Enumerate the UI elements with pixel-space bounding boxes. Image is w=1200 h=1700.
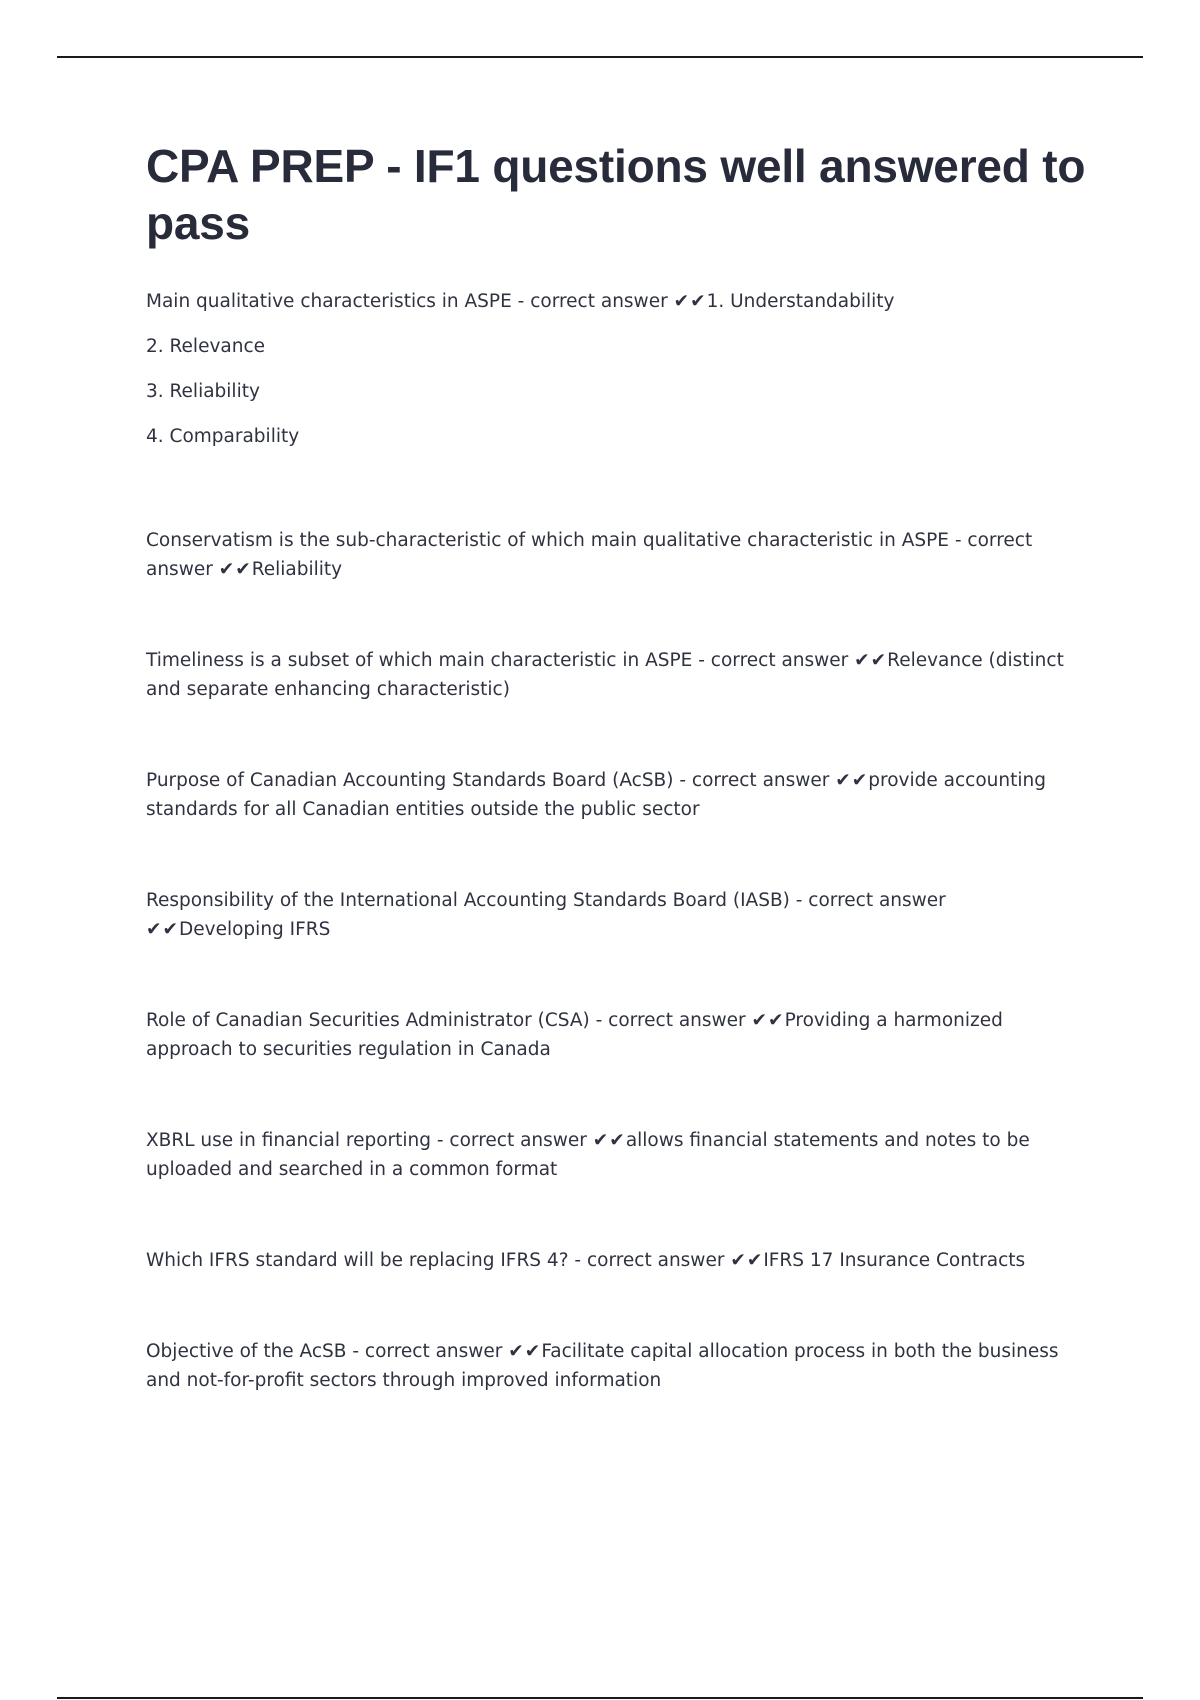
answer-separator: - correct answer (511, 291, 674, 312)
question-text: Objective of the AcSB (146, 1341, 347, 1362)
double-check-icon: ✔✔ (592, 1130, 626, 1151)
double-check-icon: ✔✔ (730, 1250, 764, 1271)
answer-text: Reliability (251, 559, 343, 580)
bottom-divider (57, 1697, 1143, 1699)
question-text: Which IFRS standard will be replacing IFRS 4? (146, 1250, 569, 1271)
question-text: Main qualitative characteristics in ASPE (146, 291, 512, 312)
question-text: XBRL use in financial reporting (146, 1130, 431, 1151)
answer-list-item: 3. Reliability (146, 381, 260, 402)
question-text: Conservatism is the sub-characteristic of which main qualitative characteristic in ASPE (146, 530, 949, 551)
qa-item (146, 1337, 1086, 1395)
qa-item (146, 526, 1086, 584)
double-check-icon: ✔✔ (854, 650, 888, 671)
double-check-icon: ✔✔ (218, 559, 252, 580)
answer-separator: - correct answer (589, 1010, 752, 1031)
answer-text: Relevance (distinct and separate enhancing characteristic) (146, 650, 1064, 700)
answer-text: Facilitate capital allocation process in both the business and not-for-profit sectors through improved information (146, 1341, 1059, 1391)
answer-list-item: 2. Relevance (146, 336, 266, 357)
document-title: CPA PREP - IF1 questions well answered to pass (146, 140, 1086, 249)
answer-text: provide accounting standards for all Canadian entities outside the public sector (146, 770, 1046, 820)
double-check-icon: ✔✔ (835, 770, 869, 791)
answer-text: 1. Understandability (706, 291, 895, 312)
qa-line (146, 287, 1086, 316)
answer-text: IFRS 17 Insurance Contracts (763, 1250, 1026, 1271)
question-text: Timeliness is a subset of which main characteristic in ASPE (146, 650, 693, 671)
qa-item (146, 886, 1086, 944)
answer-separator: - correct answer (431, 1130, 593, 1151)
double-check-icon: ✔✔ (751, 1010, 785, 1031)
answer-separator: - correct answer (692, 650, 855, 671)
double-check-icon: ✔✔ (146, 919, 180, 940)
answer-list-item: 4. Comparability (146, 426, 300, 447)
qa-item (146, 1126, 1086, 1184)
answer-separator: - correct answer (346, 1341, 509, 1362)
qa-item (146, 1006, 1086, 1064)
question-text: Role of Canadian Securities Administrator (CSA) (146, 1010, 590, 1031)
answer-separator: - correct answer (568, 1250, 731, 1271)
answer-text: Developing IFRS (179, 919, 331, 940)
answer-separator: - correct answer (673, 770, 836, 791)
qa-item (146, 766, 1086, 824)
double-check-icon: ✔✔ (508, 1341, 542, 1362)
qa-item (146, 1246, 1086, 1275)
qa-item (146, 287, 1086, 451)
question-text: Purpose of Canadian Accounting Standards Board (AcSB) (146, 770, 674, 791)
question-text: Responsibility of the International Accounting Standards Board (IASB) (146, 890, 790, 911)
document-body (146, 138, 1086, 1395)
answer-separator: - correct answer (146, 530, 1033, 580)
answer-text: Providing a harmonized approach to securities regulation in Canada (146, 1010, 1003, 1060)
answer-text: allows financial statements and notes to be uploaded and searched in a common format (146, 1130, 1030, 1180)
answer-separator: - correct answer (789, 890, 946, 911)
top-divider (57, 56, 1143, 58)
double-check-icon: ✔✔ (673, 291, 707, 312)
qa-item (146, 646, 1086, 704)
